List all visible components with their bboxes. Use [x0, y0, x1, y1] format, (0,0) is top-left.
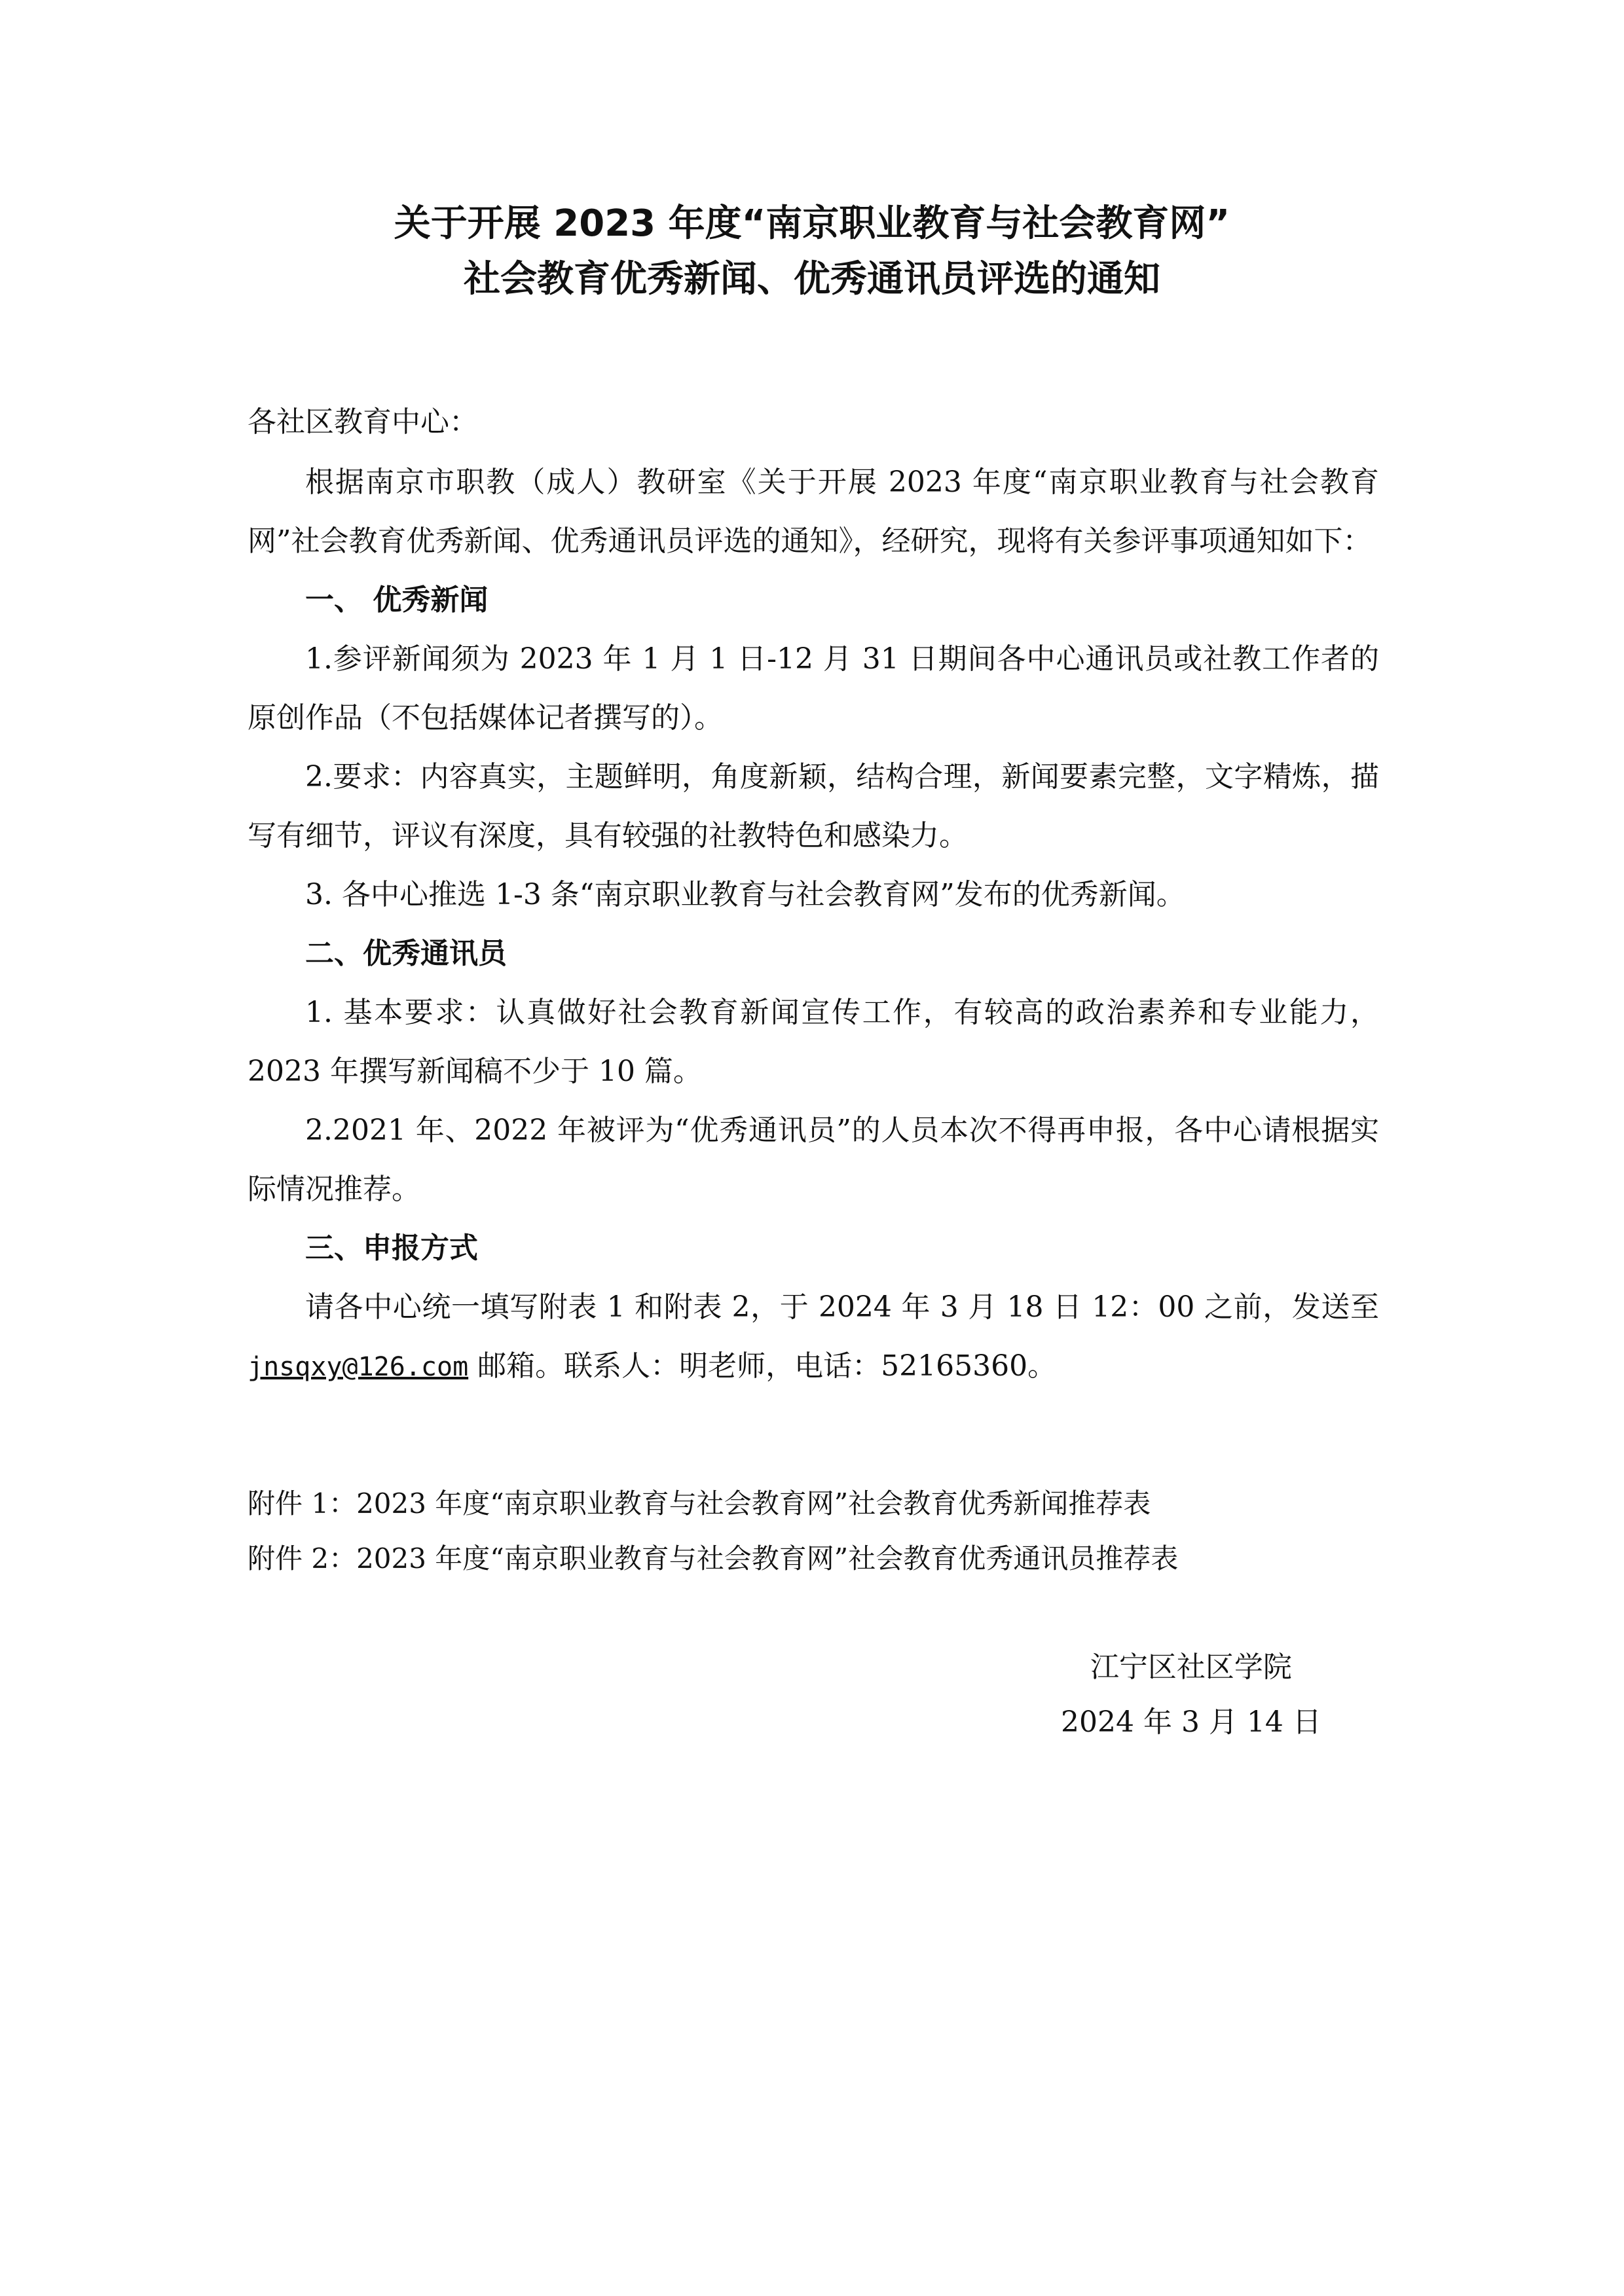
section-1-heading: 一、 优秀新闻: [305, 583, 489, 617]
attachment-item: 附件 2：2023 年度“南京职业教育与社会教育网”社会教育优秀通讯员推荐表: [248, 1542, 1179, 1575]
signature-date: 2024 年 3 月 14 日: [1061, 1705, 1321, 1739]
signature-block: [1061, 1640, 1321, 1750]
section-3-heading: 三、申报方式: [305, 1231, 478, 1265]
attachments-list: [248, 1476, 1178, 1586]
salutation: 各社区教育中心：: [248, 405, 478, 439]
attachment-item: 附件 1：2023 年度“南京职业教育与社会教育网”社会教育优秀新闻推荐表: [248, 1487, 1151, 1520]
document-title-line-1: 关于开展 2023 年度“南京职业教育与社会教育网”: [394, 202, 1230, 245]
document-body: [248, 453, 1379, 1396]
section-2-heading: 二、优秀通讯员: [305, 937, 507, 970]
section-1-item: 1.参评新闻须为 2023 年 1 月 1 日-12 月 31 日期间各中心通讯员或社教工作者的原创作品（不包括媒体记者撰写的）。: [248, 642, 1379, 735]
intro-paragraph: 根据南京市职教（成人）教研室《关于开展 2023 年度“南京职业教育与社会教育网”社会教育优秀新闻、优秀通讯员评选的通知》，经研究，现将有关参评事项通知如下：: [248, 465, 1379, 558]
section-3-paragraph: [248, 1278, 1379, 1396]
email-link[interactable]: jnsqxy@126.com: [248, 1352, 469, 1382]
section-3-text-before: 请各中心统一填写附表 1 和附表 2，于 2024 年 3 月 18 日 12：00 之前，发送至: [305, 1290, 1379, 1324]
section-3-text-after: 邮箱。联系人：明老师，电话：52165360。: [468, 1349, 1057, 1383]
section-1-item: 2.要求：内容真实，主题鲜明，角度新颖，结构合理，新闻要素完整，文字精炼，描写有细节，评议有深度，具有较强的社教特色和感染力。: [248, 760, 1379, 852]
section-1-item: 3. 各中心推选 1-3 条“南京职业教育与社会教育网”发布的优秀新闻。: [305, 878, 1185, 911]
section-2-item: 1. 基本要求：认真做好社会教育新闻宣传工作，有较高的政治素养和专业能力，2023 年撰写新闻稿不少于 10 篇。: [248, 996, 1379, 1088]
document-title-line-2: 社会教育优秀新闻、优秀通讯员评选的通知: [464, 258, 1160, 301]
signature-org: 江宁区社区学院: [1090, 1650, 1292, 1684]
section-2-item: 2.2021 年、2022 年被评为“优秀通讯员”的人员本次不得再申报，各中心请根据实际情况推荐。: [248, 1114, 1379, 1206]
